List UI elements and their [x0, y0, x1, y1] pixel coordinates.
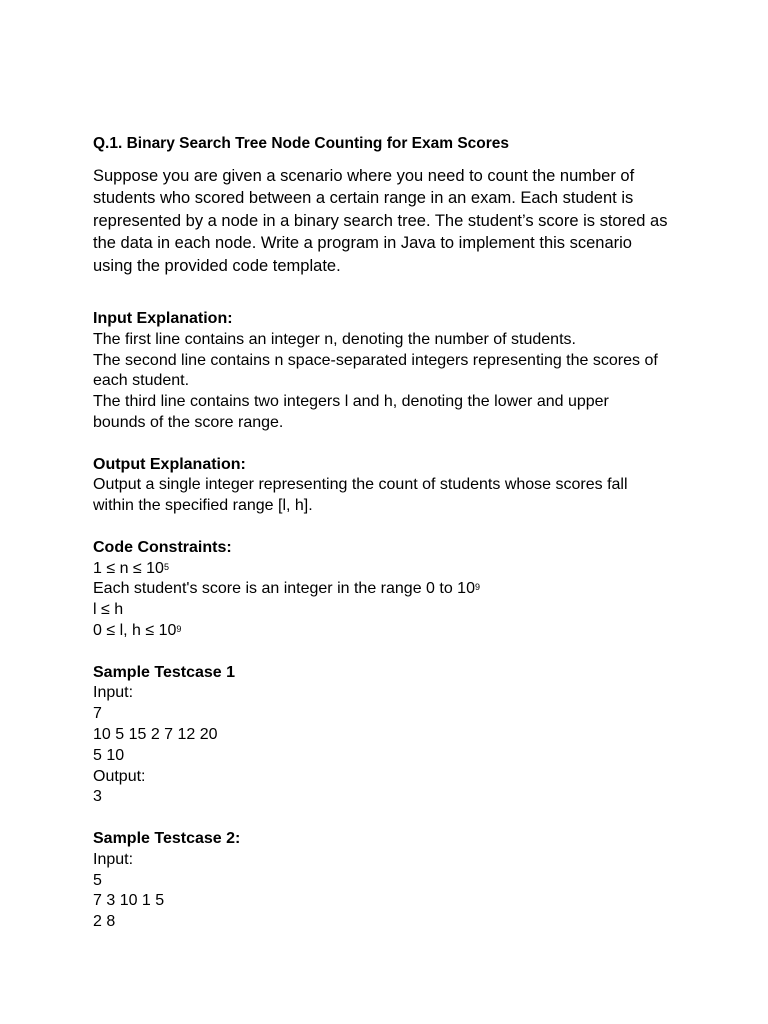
testcase-line: 3 [93, 788, 102, 806]
exponent: 9 [176, 623, 182, 634]
exponent: 5 [163, 561, 169, 572]
intro-paragraph [93, 165, 693, 277]
output-explanation-line: within the specified range [l, h]. [93, 497, 313, 515]
input-explanation-line: bounds of the score range. [93, 414, 284, 432]
testcase-line: 5 [93, 871, 102, 889]
testcase-line: 2 8 [93, 913, 116, 931]
constraint-l-h: l ≤ h [93, 601, 124, 619]
input-explanation-line: The third line contains two integers l and h, denoting the lower and upper [93, 393, 609, 411]
constraint-score [93, 579, 693, 600]
intro-line: using the provided code template. [93, 256, 341, 275]
output-explanation-line: Output a single integer representing the count of students whose scores fall [93, 476, 628, 494]
testcase-line: 10 5 15 2 7 12 20 [93, 725, 218, 743]
intro-line: Suppose you are given a scenario where you need to count the number of [93, 167, 635, 185]
testcase-line: Input: [93, 850, 134, 868]
input-explanation-line: each student. [93, 372, 190, 390]
testcase-1-heading: Sample Testcase 1 [93, 663, 236, 681]
testcase-line: Input: [93, 684, 134, 702]
input-explanation-line: The first line contains an integer n, denoting the number of students. [93, 330, 576, 348]
testcase-line: 7 3 10 1 5 [93, 892, 165, 910]
input-explanation-heading: Input Explanation: [93, 310, 233, 328]
constraint-text: Each student's score is an integer in the range 0 to 10 [93, 580, 475, 598]
input-explanation-line: The second line contains n space-separated integers representing the scores of [93, 351, 658, 369]
testcase-2-section [93, 829, 693, 933]
constraints-heading: Code Constraints: [93, 538, 232, 556]
input-explanation-section [93, 309, 693, 434]
testcase-2-heading: Sample Testcase 2: [93, 829, 241, 847]
testcase-line: 7 [93, 705, 102, 723]
exponent: 9 [474, 582, 480, 593]
constraint-text: 1 ≤ n ≤ 10 [93, 559, 164, 577]
intro-line: the data in each node. Write a program in Java to implement this scenario [93, 234, 632, 253]
question-title: Q.1. Binary Search Tree Node Counting for Exam Scores [93, 135, 510, 152]
constraint-text: 0 ≤ l, h ≤ 10 [93, 621, 177, 639]
intro-line: represented by a node in a binary search tree. The student’s score is stored as [93, 211, 668, 230]
constraint-bounds [93, 621, 693, 642]
testcase-line: Output: [93, 767, 146, 785]
constraints-section [93, 538, 693, 642]
testcase-1-section [93, 663, 693, 809]
testcase-line: 5 10 [93, 746, 125, 764]
output-explanation-heading: Output Explanation: [93, 455, 246, 473]
output-explanation-section [93, 455, 693, 517]
intro-line: students who scored between a certain range in an exam. Each student is [93, 189, 634, 208]
constraint-n [93, 559, 693, 580]
document-page [93, 133, 693, 933]
